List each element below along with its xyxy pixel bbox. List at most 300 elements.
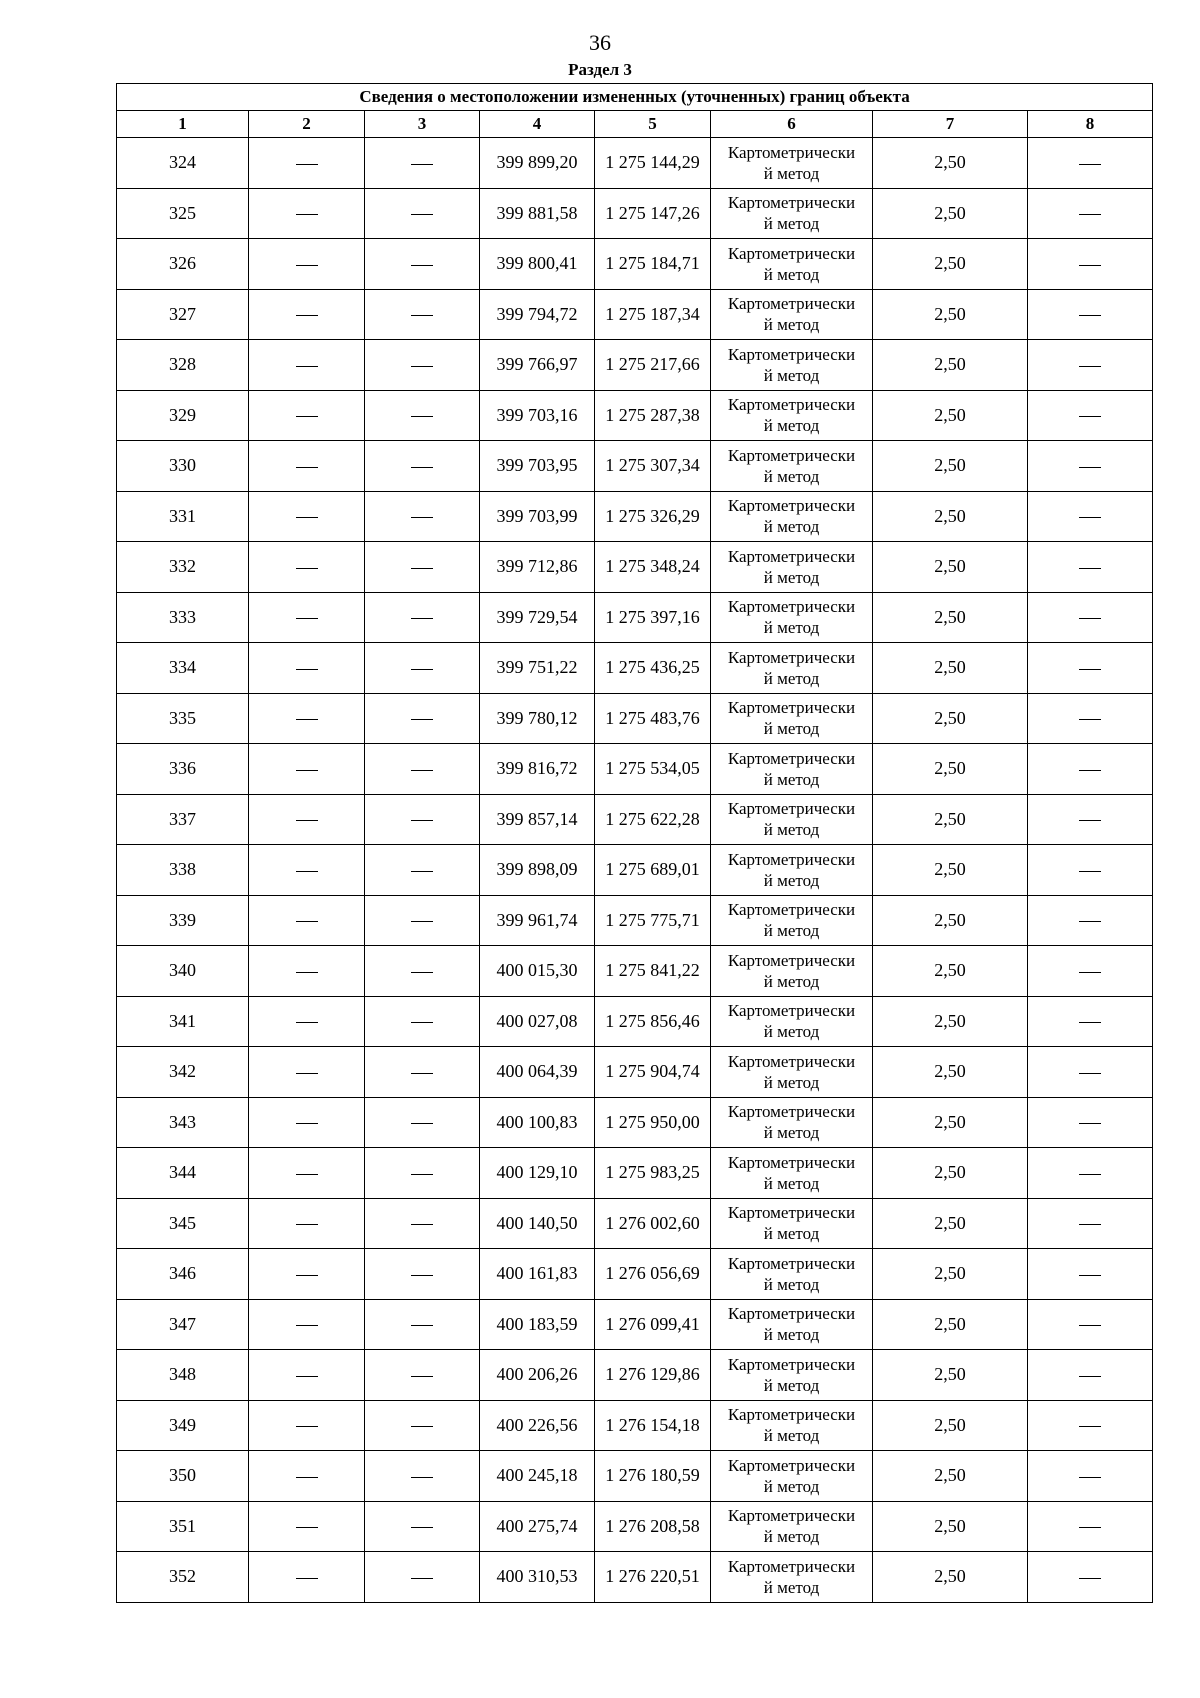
dash-mark bbox=[411, 1073, 433, 1074]
method-line-2: й метод bbox=[763, 1173, 820, 1193]
coordinate-x: 399 961,74 bbox=[480, 895, 595, 946]
method-line-1: Картометрически bbox=[727, 1354, 856, 1374]
empty-value-dash bbox=[365, 1097, 480, 1148]
accuracy-value: 2,50 bbox=[873, 1097, 1028, 1148]
method-line-1: Картометрически bbox=[727, 748, 856, 768]
empty-value-dash bbox=[249, 1299, 365, 1350]
coordinate-x: 400 100,83 bbox=[480, 1097, 595, 1148]
method-cell bbox=[711, 1148, 873, 1199]
method-line-2: й метод bbox=[763, 365, 820, 385]
column-header: 2 bbox=[249, 111, 365, 138]
dash-mark bbox=[296, 315, 318, 316]
empty-value-dash bbox=[1028, 744, 1153, 795]
method-line-2: й метод bbox=[763, 315, 820, 335]
point-number: 348 bbox=[117, 1350, 249, 1401]
method-line-2: й метод bbox=[763, 769, 820, 789]
dash-mark bbox=[1079, 921, 1101, 922]
coordinate-y: 1 275 326,29 bbox=[595, 491, 711, 542]
accuracy-value: 2,50 bbox=[873, 946, 1028, 997]
point-number: 336 bbox=[117, 744, 249, 795]
table-row bbox=[117, 592, 1153, 643]
dash-mark bbox=[296, 1224, 318, 1225]
method-line-1: Картометрически bbox=[727, 1506, 856, 1526]
empty-value-dash bbox=[365, 340, 480, 391]
dash-mark bbox=[296, 214, 318, 215]
table-row bbox=[117, 340, 1153, 391]
method-line-1: Картометрически bbox=[727, 698, 856, 718]
method-line-2: й метод bbox=[763, 820, 820, 840]
method-line-1: Картометрически bbox=[727, 142, 856, 162]
method-line-1: Картометрически bbox=[727, 445, 856, 465]
coordinate-x: 400 027,08 bbox=[480, 996, 595, 1047]
empty-value-dash bbox=[1028, 390, 1153, 441]
point-number: 345 bbox=[117, 1198, 249, 1249]
empty-value-dash bbox=[249, 794, 365, 845]
empty-value-dash bbox=[365, 188, 480, 239]
method-line-1: Картометрически bbox=[727, 496, 856, 516]
dash-mark bbox=[296, 1325, 318, 1326]
coordinate-x: 399 857,14 bbox=[480, 794, 595, 845]
accuracy-value: 2,50 bbox=[873, 895, 1028, 946]
empty-value-dash bbox=[1028, 643, 1153, 694]
empty-value-dash bbox=[365, 542, 480, 593]
column-header: 5 bbox=[595, 111, 711, 138]
dash-mark bbox=[1079, 1022, 1101, 1023]
method-cell bbox=[711, 946, 873, 997]
dash-mark bbox=[296, 618, 318, 619]
method-line-2: й метод bbox=[763, 921, 820, 941]
dash-mark bbox=[1079, 1073, 1101, 1074]
empty-value-dash bbox=[1028, 1299, 1153, 1350]
accuracy-value: 2,50 bbox=[873, 1299, 1028, 1350]
point-number: 331 bbox=[117, 491, 249, 542]
coordinate-y: 1 275 397,16 bbox=[595, 592, 711, 643]
empty-value-dash bbox=[249, 542, 365, 593]
accuracy-value: 2,50 bbox=[873, 1350, 1028, 1401]
dash-mark bbox=[411, 1376, 433, 1377]
method-line-2: й метод bbox=[763, 971, 820, 991]
dash-mark bbox=[411, 1527, 433, 1528]
point-number: 349 bbox=[117, 1400, 249, 1451]
method-line-1: Картометрически bbox=[727, 193, 856, 213]
dash-mark bbox=[411, 1426, 433, 1427]
method-line-2: й метод bbox=[763, 466, 820, 486]
table-caption: Сведения о местоположении измененных (уточненных) границ объекта bbox=[117, 84, 1153, 111]
dash-mark bbox=[296, 921, 318, 922]
method-line-2: й метод bbox=[763, 719, 820, 739]
dash-mark bbox=[296, 517, 318, 518]
column-header: 4 bbox=[480, 111, 595, 138]
dash-mark bbox=[1079, 669, 1101, 670]
empty-value-dash bbox=[249, 1501, 365, 1552]
table-row bbox=[117, 390, 1153, 441]
point-number: 344 bbox=[117, 1148, 249, 1199]
method-line-1: Картометрически bbox=[727, 1304, 856, 1324]
dash-mark bbox=[411, 214, 433, 215]
method-cell bbox=[711, 138, 873, 189]
method-cell bbox=[711, 542, 873, 593]
point-number: 325 bbox=[117, 188, 249, 239]
accuracy-value: 2,50 bbox=[873, 996, 1028, 1047]
dash-mark bbox=[1079, 1426, 1101, 1427]
coordinate-x: 399 703,99 bbox=[480, 491, 595, 542]
coordinate-y: 1 275 217,66 bbox=[595, 340, 711, 391]
dash-mark bbox=[1079, 164, 1101, 165]
dash-mark bbox=[411, 972, 433, 973]
coordinate-x: 399 780,12 bbox=[480, 693, 595, 744]
dash-mark bbox=[296, 669, 318, 670]
table-row bbox=[117, 845, 1153, 896]
method-line-2: й метод bbox=[763, 1375, 820, 1395]
point-number: 343 bbox=[117, 1097, 249, 1148]
dash-mark bbox=[1079, 467, 1101, 468]
empty-value-dash bbox=[249, 340, 365, 391]
method-cell bbox=[711, 592, 873, 643]
empty-value-dash bbox=[1028, 693, 1153, 744]
method-line-2: й метод bbox=[763, 163, 820, 183]
empty-value-dash bbox=[249, 996, 365, 1047]
method-cell bbox=[711, 1451, 873, 1502]
empty-value-dash bbox=[249, 1198, 365, 1249]
coordinate-x: 400 226,56 bbox=[480, 1400, 595, 1451]
table-row bbox=[117, 542, 1153, 593]
empty-value-dash bbox=[1028, 239, 1153, 290]
method-line-1: Картометрически bbox=[727, 395, 856, 415]
point-number: 337 bbox=[117, 794, 249, 845]
empty-value-dash bbox=[1028, 542, 1153, 593]
coordinate-x: 400 015,30 bbox=[480, 946, 595, 997]
dash-mark bbox=[411, 669, 433, 670]
table-row bbox=[117, 1552, 1153, 1603]
dash-mark bbox=[296, 1578, 318, 1579]
dash-mark bbox=[1079, 1123, 1101, 1124]
method-line-2: й метод bbox=[763, 416, 820, 436]
dash-mark bbox=[1079, 416, 1101, 417]
table-row bbox=[117, 1501, 1153, 1552]
table-row bbox=[117, 1350, 1153, 1401]
dash-mark bbox=[296, 871, 318, 872]
empty-value-dash bbox=[249, 643, 365, 694]
point-number: 338 bbox=[117, 845, 249, 896]
empty-value-dash bbox=[365, 693, 480, 744]
column-header: 8 bbox=[1028, 111, 1153, 138]
table-row bbox=[117, 1148, 1153, 1199]
dash-mark bbox=[1079, 820, 1101, 821]
column-header-row bbox=[117, 111, 1153, 138]
dash-mark bbox=[296, 1073, 318, 1074]
accuracy-value: 2,50 bbox=[873, 390, 1028, 441]
empty-value-dash bbox=[365, 895, 480, 946]
empty-value-dash bbox=[1028, 1451, 1153, 1502]
empty-value-dash bbox=[365, 1350, 480, 1401]
empty-value-dash bbox=[249, 1400, 365, 1451]
empty-value-dash bbox=[365, 1047, 480, 1098]
method-cell bbox=[711, 1198, 873, 1249]
empty-value-dash bbox=[365, 592, 480, 643]
accuracy-value: 2,50 bbox=[873, 744, 1028, 795]
empty-value-dash bbox=[249, 1552, 365, 1603]
table-row bbox=[117, 693, 1153, 744]
table-row bbox=[117, 895, 1153, 946]
coordinate-x: 399 712,86 bbox=[480, 542, 595, 593]
empty-value-dash bbox=[365, 138, 480, 189]
dash-mark bbox=[411, 315, 433, 316]
coordinate-y: 1 275 950,00 bbox=[595, 1097, 711, 1148]
dash-mark bbox=[411, 1275, 433, 1276]
empty-value-dash bbox=[249, 895, 365, 946]
empty-value-dash bbox=[1028, 138, 1153, 189]
method-line-1: Картометрически bbox=[727, 1203, 856, 1223]
empty-value-dash bbox=[1028, 289, 1153, 340]
method-cell bbox=[711, 693, 873, 744]
method-cell bbox=[711, 996, 873, 1047]
method-line-2: й метод bbox=[763, 1224, 820, 1244]
dash-mark bbox=[1079, 719, 1101, 720]
empty-value-dash bbox=[249, 1249, 365, 1300]
method-cell bbox=[711, 1501, 873, 1552]
point-number: 329 bbox=[117, 390, 249, 441]
accuracy-value: 2,50 bbox=[873, 340, 1028, 391]
point-number: 352 bbox=[117, 1552, 249, 1603]
empty-value-dash bbox=[365, 1501, 480, 1552]
point-number: 326 bbox=[117, 239, 249, 290]
table-row bbox=[117, 643, 1153, 694]
table-row bbox=[117, 1249, 1153, 1300]
coordinate-x: 399 751,22 bbox=[480, 643, 595, 694]
method-cell bbox=[711, 643, 873, 694]
empty-value-dash bbox=[249, 390, 365, 441]
dash-mark bbox=[296, 366, 318, 367]
method-cell bbox=[711, 744, 873, 795]
coordinate-x: 399 703,95 bbox=[480, 441, 595, 492]
table-row bbox=[117, 441, 1153, 492]
point-number: 330 bbox=[117, 441, 249, 492]
dash-mark bbox=[296, 568, 318, 569]
method-line-2: й метод bbox=[763, 1426, 820, 1446]
table-row bbox=[117, 1097, 1153, 1148]
coordinate-y: 1 275 147,26 bbox=[595, 188, 711, 239]
coordinate-y: 1 276 220,51 bbox=[595, 1552, 711, 1603]
coordinate-x: 400 183,59 bbox=[480, 1299, 595, 1350]
method-cell bbox=[711, 1350, 873, 1401]
method-cell bbox=[711, 1299, 873, 1350]
dash-mark bbox=[296, 1275, 318, 1276]
accuracy-value: 2,50 bbox=[873, 794, 1028, 845]
empty-value-dash bbox=[249, 1047, 365, 1098]
accuracy-value: 2,50 bbox=[873, 1047, 1028, 1098]
coordinate-y: 1 275 307,34 bbox=[595, 441, 711, 492]
method-line-2: й метод bbox=[763, 1123, 820, 1143]
empty-value-dash bbox=[1028, 1047, 1153, 1098]
coordinate-y: 1 276 180,59 bbox=[595, 1451, 711, 1502]
dash-mark bbox=[1079, 568, 1101, 569]
coordinate-x: 399 703,16 bbox=[480, 390, 595, 441]
dash-mark bbox=[1079, 315, 1101, 316]
dash-mark bbox=[1079, 1224, 1101, 1225]
dash-mark bbox=[411, 164, 433, 165]
empty-value-dash bbox=[249, 592, 365, 643]
coordinate-x: 399 898,09 bbox=[480, 845, 595, 896]
coordinate-x: 399 794,72 bbox=[480, 289, 595, 340]
point-number: 327 bbox=[117, 289, 249, 340]
dash-mark bbox=[296, 1123, 318, 1124]
method-line-2: й метод bbox=[763, 1022, 820, 1042]
dash-mark bbox=[296, 164, 318, 165]
table-row bbox=[117, 744, 1153, 795]
accuracy-value: 2,50 bbox=[873, 845, 1028, 896]
empty-value-dash bbox=[249, 744, 365, 795]
coordinate-y: 1 275 287,38 bbox=[595, 390, 711, 441]
empty-value-dash bbox=[1028, 794, 1153, 845]
method-line-2: й метод bbox=[763, 264, 820, 284]
coordinate-y: 1 275 184,71 bbox=[595, 239, 711, 290]
coordinate-y: 1 275 348,24 bbox=[595, 542, 711, 593]
coordinate-x: 399 800,41 bbox=[480, 239, 595, 290]
dash-mark bbox=[1079, 618, 1101, 619]
accuracy-value: 2,50 bbox=[873, 1501, 1028, 1552]
empty-value-dash bbox=[249, 1097, 365, 1148]
empty-value-dash bbox=[1028, 441, 1153, 492]
method-cell bbox=[711, 340, 873, 391]
dash-mark bbox=[411, 467, 433, 468]
table-row bbox=[117, 239, 1153, 290]
dash-mark bbox=[296, 719, 318, 720]
method-line-1: Картометрически bbox=[727, 1051, 856, 1071]
coordinate-y: 1 275 983,25 bbox=[595, 1148, 711, 1199]
dash-mark bbox=[296, 1022, 318, 1023]
empty-value-dash bbox=[1028, 1501, 1153, 1552]
dash-mark bbox=[411, 1174, 433, 1175]
dash-mark bbox=[296, 820, 318, 821]
table-row bbox=[117, 138, 1153, 189]
dash-mark bbox=[1079, 265, 1101, 266]
table-row bbox=[117, 1299, 1153, 1350]
empty-value-dash bbox=[1028, 188, 1153, 239]
column-header: 3 bbox=[365, 111, 480, 138]
dash-mark bbox=[1079, 1527, 1101, 1528]
method-cell bbox=[711, 895, 873, 946]
accuracy-value: 2,50 bbox=[873, 491, 1028, 542]
empty-value-dash bbox=[365, 239, 480, 290]
table-row bbox=[117, 1047, 1153, 1098]
accuracy-value: 2,50 bbox=[873, 138, 1028, 189]
method-line-2: й метод bbox=[763, 214, 820, 234]
coordinate-x: 400 064,39 bbox=[480, 1047, 595, 1098]
point-number: 324 bbox=[117, 138, 249, 189]
empty-value-dash bbox=[365, 1299, 480, 1350]
dash-mark bbox=[411, 820, 433, 821]
method-line-2: й метод bbox=[763, 668, 820, 688]
empty-value-dash bbox=[365, 643, 480, 694]
method-line-1: Картометрически bbox=[727, 546, 856, 566]
method-line-1: Картометрически bbox=[727, 849, 856, 869]
point-number: 341 bbox=[117, 996, 249, 1047]
method-cell bbox=[711, 1552, 873, 1603]
coordinate-y: 1 275 436,25 bbox=[595, 643, 711, 694]
empty-value-dash bbox=[249, 693, 365, 744]
empty-value-dash bbox=[1028, 491, 1153, 542]
coordinate-x: 400 161,83 bbox=[480, 1249, 595, 1300]
empty-value-dash bbox=[365, 1451, 480, 1502]
accuracy-value: 2,50 bbox=[873, 693, 1028, 744]
dash-mark bbox=[296, 1426, 318, 1427]
empty-value-dash bbox=[365, 491, 480, 542]
point-number: 334 bbox=[117, 643, 249, 694]
coordinate-x: 400 275,74 bbox=[480, 1501, 595, 1552]
coordinate-x: 400 310,53 bbox=[480, 1552, 595, 1603]
dash-mark bbox=[411, 1022, 433, 1023]
column-header: 6 bbox=[711, 111, 873, 138]
method-line-1: Картометрически bbox=[727, 647, 856, 667]
empty-value-dash bbox=[1028, 1552, 1153, 1603]
accuracy-value: 2,50 bbox=[873, 1451, 1028, 1502]
accuracy-value: 2,50 bbox=[873, 1198, 1028, 1249]
coordinate-y: 1 275 622,28 bbox=[595, 794, 711, 845]
coordinate-x: 399 881,58 bbox=[480, 188, 595, 239]
empty-value-dash bbox=[249, 1451, 365, 1502]
empty-value-dash bbox=[365, 845, 480, 896]
method-line-1: Картометрически bbox=[727, 294, 856, 314]
empty-value-dash bbox=[249, 289, 365, 340]
dash-mark bbox=[411, 416, 433, 417]
method-line-1: Картометрически bbox=[727, 1001, 856, 1021]
coordinate-y: 1 275 775,71 bbox=[595, 895, 711, 946]
dash-mark bbox=[411, 871, 433, 872]
coordinate-x: 399 729,54 bbox=[480, 592, 595, 643]
table-row bbox=[117, 1400, 1153, 1451]
empty-value-dash bbox=[365, 946, 480, 997]
column-header: 7 bbox=[873, 111, 1028, 138]
empty-value-dash bbox=[365, 1198, 480, 1249]
dash-mark bbox=[1079, 1578, 1101, 1579]
dash-mark bbox=[411, 1578, 433, 1579]
empty-value-dash bbox=[365, 794, 480, 845]
dash-mark bbox=[1079, 214, 1101, 215]
table-row bbox=[117, 491, 1153, 542]
table-row bbox=[117, 946, 1153, 997]
dash-mark bbox=[411, 618, 433, 619]
table-row bbox=[117, 289, 1153, 340]
accuracy-value: 2,50 bbox=[873, 643, 1028, 694]
method-line-1: Картометрически bbox=[727, 1253, 856, 1273]
coordinate-y: 1 276 129,86 bbox=[595, 1350, 711, 1401]
coordinate-y: 1 276 002,60 bbox=[595, 1198, 711, 1249]
coordinate-y: 1 275 841,22 bbox=[595, 946, 711, 997]
empty-value-dash bbox=[1028, 592, 1153, 643]
dash-mark bbox=[1079, 1325, 1101, 1326]
coordinate-x: 400 140,50 bbox=[480, 1198, 595, 1249]
coordinate-x: 400 206,26 bbox=[480, 1350, 595, 1401]
point-number: 333 bbox=[117, 592, 249, 643]
method-cell bbox=[711, 1047, 873, 1098]
accuracy-value: 2,50 bbox=[873, 289, 1028, 340]
method-cell bbox=[711, 441, 873, 492]
empty-value-dash bbox=[1028, 340, 1153, 391]
table-row bbox=[117, 188, 1153, 239]
method-line-1: Картометрически bbox=[727, 1556, 856, 1576]
empty-value-dash bbox=[365, 1148, 480, 1199]
method-line-2: й метод bbox=[763, 567, 820, 587]
dash-mark bbox=[1079, 1477, 1101, 1478]
empty-value-dash bbox=[1028, 895, 1153, 946]
point-number: 328 bbox=[117, 340, 249, 391]
method-line-1: Картометрически bbox=[727, 900, 856, 920]
empty-value-dash bbox=[249, 1350, 365, 1401]
dash-mark bbox=[296, 265, 318, 266]
column-header: 1 bbox=[117, 111, 249, 138]
empty-value-dash bbox=[249, 188, 365, 239]
dash-mark bbox=[411, 568, 433, 569]
